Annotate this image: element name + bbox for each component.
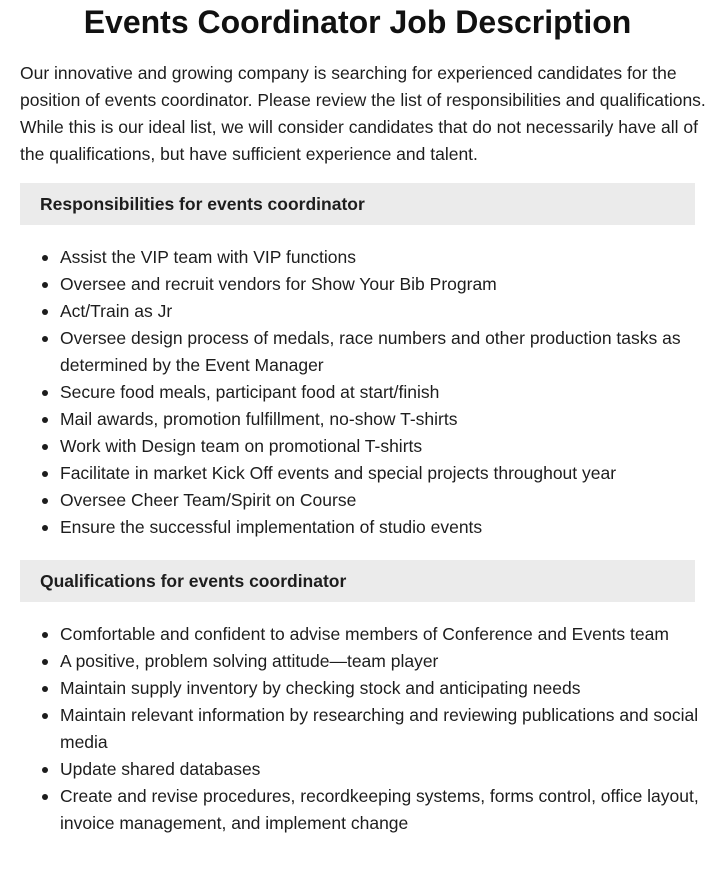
list-item: Work with Design team on promotional T-shirts [20, 433, 700, 460]
list-item: Create and revise procedures, recordkeeping systems, forms control, office layout, invoice management, and implement change [20, 783, 700, 837]
list-item: Secure food meals, participant food at start/finish [20, 379, 700, 406]
list-item: A positive, problem solving attitude—team player [20, 648, 700, 675]
qualifications-heading: Qualifications for events coordinator [20, 560, 695, 602]
qualifications-list [20, 621, 700, 837]
responsibilities-heading: Responsibilities for events coordinator [20, 183, 695, 225]
list-item: Oversee and recruit vendors for Show Your Bib Program [20, 271, 700, 298]
list-item: Oversee Cheer Team/Spirit on Course [20, 487, 700, 514]
list-item: Maintain relevant information by researching and reviewing publications and social media [20, 702, 700, 756]
responsibilities-list [20, 244, 700, 541]
list-item: Update shared databases [20, 756, 700, 783]
intro-paragraph: Our innovative and growing company is searching for experienced candidates for the position of events coordinator. Please review the list of responsibilities and qualifications. While this is our ideal list, we will consider candidates that do not necessarily have all of the qualifications, but have sufficient experience and talent. [20, 63, 706, 164]
list-item: Ensure the successful implementation of studio events [20, 514, 700, 541]
list-item: Oversee design process of medals, race numbers and other production tasks as determined by the Event Manager [20, 325, 700, 379]
list-item: Assist the VIP team with VIP functions [20, 244, 700, 271]
list-item: Maintain supply inventory by checking stock and anticipating needs [20, 675, 700, 702]
list-item: Act/Train as Jr [20, 298, 700, 325]
list-item: Comfortable and confident to advise members of Conference and Events team [20, 621, 700, 648]
list-item: Facilitate in market Kick Off events and special projects throughout year [20, 460, 700, 487]
list-item: Mail awards, promotion fulfillment, no-show T-shirts [20, 406, 700, 433]
page-title: Events Coordinator Job Description [83, 4, 632, 40]
